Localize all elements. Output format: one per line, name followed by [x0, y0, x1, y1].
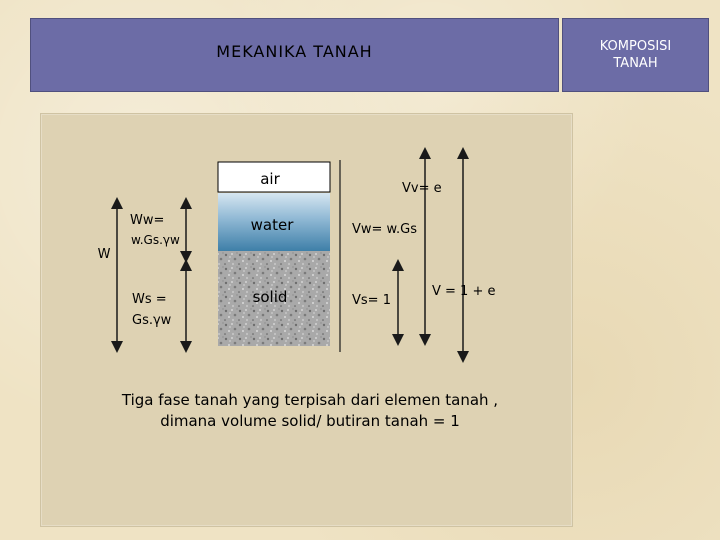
- diagram-caption: [60, 390, 560, 432]
- solid-label: solid: [252, 288, 288, 306]
- vs-label: Vs= 1: [352, 293, 391, 308]
- v-label: V = 1 + e: [432, 284, 496, 299]
- vv-label: Vv= e: [402, 181, 442, 196]
- w-label: W: [97, 247, 111, 262]
- ww-formula: w.Gs.γw: [131, 233, 180, 247]
- slide-title: MEKANIKA TANAH: [216, 41, 373, 61]
- air-label: air: [260, 170, 280, 188]
- water-label: water: [250, 216, 294, 234]
- ws-label: Ws =: [132, 292, 167, 307]
- ww-label: Ww=: [130, 213, 165, 228]
- ws-formula: Gs.γw: [132, 313, 172, 328]
- caption-line-2: dimana volume solid/ butiran tanah = 1: [160, 412, 460, 430]
- vw-label: Vw= w.Gs: [352, 222, 417, 237]
- caption-line-1: Tiga fase tanah yang terpisah dari elemen tanah ,: [121, 391, 499, 409]
- section-title: KOMPOSISI TANAH: [599, 39, 672, 71]
